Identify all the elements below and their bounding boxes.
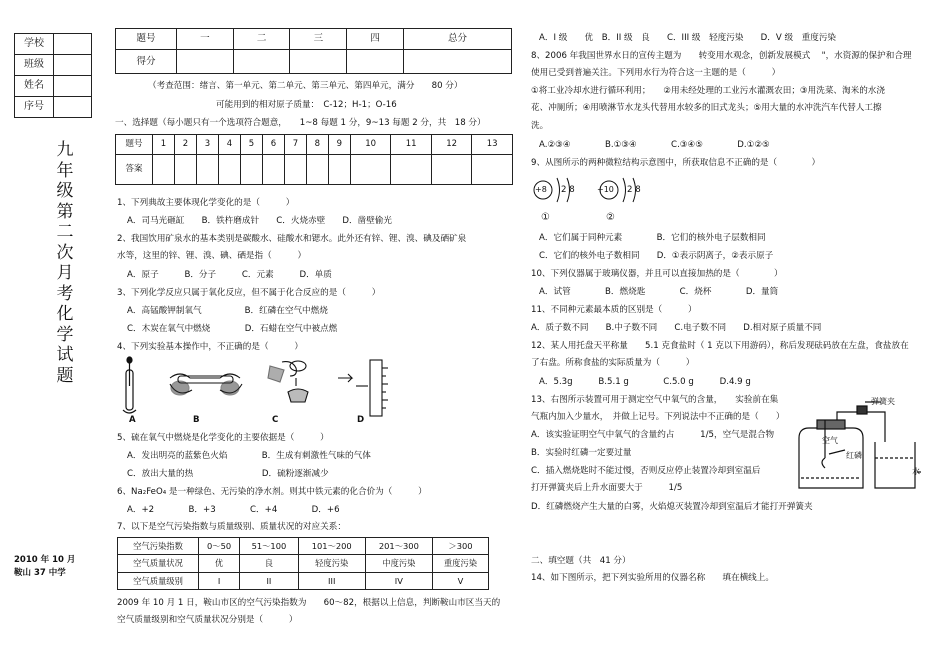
question-number: 12 (431, 135, 472, 155)
aq-cell: 101～200 (298, 538, 365, 555)
score-header: 总分 (403, 29, 511, 50)
answer-cell[interactable] (174, 155, 196, 185)
answer-cell[interactable] (196, 155, 218, 185)
question-number: 3 (196, 135, 218, 155)
aq-cell: I (199, 572, 240, 589)
info-label: 班级 (15, 55, 54, 76)
question-13: 13、右图所示装置可用于测定空气中氧气的含量， 实验前在集 (531, 395, 779, 405)
question-7-options: A．I 级 优 B．II 级 良 C．III 级 轻度污染 D．V 级 重度污染 (539, 33, 837, 43)
answer-table (115, 134, 513, 185)
phosphorus-label: 红磷 (846, 451, 862, 460)
score-header: 二 (233, 29, 290, 50)
water-label: 水 (912, 467, 920, 476)
answer-table-label: 题号 (116, 135, 153, 155)
question-number: 8 (306, 135, 328, 155)
oxygen-measurement-apparatus (795, 398, 925, 493)
footer-school: 鞍山 37 中学 (14, 568, 66, 578)
question-9-options-ab: A．它们属于同种元素 B．它们的核外电子层数相同 (539, 233, 766, 243)
score-header: 一 (177, 29, 234, 50)
spring-clip-icon (857, 406, 867, 414)
aq-cell: 0～50 (199, 538, 240, 555)
water-beaker-icon (875, 442, 915, 488)
q4-label-c: C (272, 415, 279, 425)
aq-cell: ＞300 (432, 538, 488, 555)
info-blank[interactable] (54, 97, 92, 118)
question-13-option-c: C．插入燃烧匙时不能过慢，否则反应停止装置冷却到室温后 (531, 466, 761, 476)
clip-label: 弹簧夹 (871, 397, 895, 406)
question-12-options: A．5.3g B.5.1 g C.5.0 g D.4.9 g (539, 377, 751, 387)
footer-date: 2010 年 10 月 (14, 555, 76, 565)
question-2-options: A．原子 B．分子 C．元素 D．单质 (127, 270, 332, 280)
air-quality-table (117, 537, 489, 590)
tube-heating-figure (170, 374, 242, 395)
answer-cell[interactable] (240, 155, 262, 185)
info-label: 序号 (15, 97, 54, 118)
question-12: 12、某人用托盘天平称量 5.1 克食盐时（ 1 克以下用游码），称后发现砝码放在左盘，食盐放在 (531, 341, 909, 351)
question-12-cont: 了右盘。所称食盐的实际质量为（ ） (531, 358, 695, 368)
score-cell[interactable] (290, 50, 347, 74)
info-blank[interactable] (54, 34, 92, 55)
score-cell[interactable] (233, 50, 290, 74)
question-3: 3、下列化学反应只属于氧化反应，但不属于化合反应的是（ ） (117, 288, 381, 298)
question-14: 14、如下图所示，把下列实验所用的仪器名称 填在横线上。 (531, 573, 774, 583)
answer-cell[interactable] (284, 155, 306, 185)
question-8-item-3: 洗。 (531, 121, 549, 131)
answer-cell[interactable] (306, 155, 328, 185)
nucleus-1-charge: +8 (535, 185, 547, 194)
info-label: 学校 (15, 34, 54, 55)
question-number: 6 (262, 135, 284, 155)
footer (14, 554, 75, 580)
aq-cell: 轻度污染 (298, 555, 365, 572)
answer-cell[interactable] (472, 155, 513, 185)
air-label: 空气 (822, 436, 838, 445)
question-9: 9、从图所示的两种微粒结构示意图中，所获取信息不正确的是（ ） (531, 158, 821, 168)
question-13-option-b: B．实验时红磷一定要过量 (531, 448, 632, 458)
question-9-options-cd: C．它们的核外电子数相同 D．①表示阴离子，②表示原子 (539, 251, 774, 261)
aq-cell: IV (365, 572, 432, 589)
question-8-item-2: 花、冲厕所；④用喷淋节水龙头代替用水较多的旧式龙头；⑤用大量的水冲洗汽车代替人工擦 (531, 103, 882, 113)
question-number: 13 (472, 135, 513, 155)
answer-cell[interactable] (153, 155, 175, 185)
aq-cell: 空气质量状况 (118, 555, 199, 572)
answer-cell[interactable] (218, 155, 240, 185)
question-7-cont: 空气质量级别和空气质量状况分别是（ ） (117, 615, 298, 625)
question-2: 2、我国饮用矿泉水的基本类别是碳酸水、硅酸水和锶水。此外还有锌、锂、溴、碘及硒矿泉 (117, 234, 467, 244)
question-5-options-cd: C．放出大量的热 D．硫粉逐渐减少 (127, 469, 329, 479)
info-blank[interactable] (54, 55, 92, 76)
q4-label-d: D (357, 415, 365, 425)
scope-text: （考查范围：绪言、第一单元、第二单元、第三单元、第四单元，满分 80 分） (148, 81, 463, 91)
graduated-cylinder-figure (338, 360, 388, 416)
question-13-cont: 气瓶内加入少量水， 并做上记号。下列说法中不正确的是（ ） (531, 412, 785, 422)
alcohol-lamp-figure (268, 361, 308, 402)
question-8: 8、2006 年我国世界水日的宣传主题为 转变用水观念，创新发展模式 "，水资源的保护和合理 (531, 51, 912, 61)
info-label: 姓名 (15, 76, 54, 97)
question-10: 10、下列仪器属于玻璃仪器，并且可以直接加热的是（ ） (531, 269, 783, 279)
score-header: 题号 (116, 29, 177, 50)
question-5: 5、硫在氧气中燃烧是化学变化的主要依据是（ ） (117, 433, 329, 443)
question-number: 7 (284, 135, 306, 155)
score-cell[interactable] (347, 50, 404, 74)
question-number: 1 (153, 135, 175, 155)
answer-cell[interactable] (262, 155, 284, 185)
question-13-option-c-cont: 打开弹簧夹后上升水面要大于 1/5 (531, 483, 683, 493)
question-3-options-ab: A．高锰酸钾制氧气 B．红磷在空气中燃烧 (127, 306, 328, 316)
question-7: 7、以下是空气污染指数与质量级别、质量状况的对应关系： (117, 522, 346, 532)
aq-cell: III (298, 572, 365, 589)
q4-label-b: B (193, 415, 200, 425)
answer-cell[interactable] (350, 155, 391, 185)
section-1-heading: 一、选择题（每小题只有一个选项符合题意， 1~8 每题 1 分，9~13 每题 2 分，共 18 分） (115, 118, 486, 128)
question-number: 2 (174, 135, 196, 155)
aq-cell: II (240, 572, 298, 589)
question-10-options: A．试管 B．燃烧匙 C．烧杯 D．量筒 (539, 287, 779, 297)
question-5-options-ab: A．发出明亮的蓝紫色火焰 B．生成有刺激性气味的气体 (127, 451, 371, 461)
answer-cell[interactable] (328, 155, 350, 185)
nucleus-2-charge: +10 (597, 185, 614, 194)
score-cell[interactable] (403, 50, 511, 74)
question-3-options-cd: C．木炭在氧气中燃烧 D．石蜡在空气中被点燃 (127, 324, 338, 334)
question-6-options: A．+2 B．+3 C．+4 D．+6 (127, 505, 340, 515)
aq-cell: 重度污染 (432, 555, 488, 572)
aq-cell: 优 (199, 555, 240, 572)
atom-1-label: ① (541, 212, 550, 223)
question-8-options: A.②③④ B.①③④ C.③④⑤ D.①②⑤ (539, 140, 770, 150)
question-13-option-a: A．该实验证明空气中氧气的含量约占 1/5，空气是混合物 (531, 430, 775, 440)
answer-cell[interactable] (391, 155, 432, 185)
test-tube-dropper-figure (123, 357, 136, 413)
aq-cell: 51～100 (240, 538, 298, 555)
aq-cell: 良 (240, 555, 298, 572)
question-6: 6、Na₂FeO₄ 是一种绿色、无污染的净水剂。则其中铁元素的化合价为（ ） (117, 487, 427, 497)
answer-cell[interactable] (431, 155, 472, 185)
atom-2-label: ② (606, 212, 615, 223)
aq-cell: 空气质量级别 (118, 572, 199, 589)
student-info-table (14, 33, 92, 118)
score-header: 三 (290, 29, 347, 50)
question-number: 4 (218, 135, 240, 155)
exam-title: 九 年 级 第 二 次 月 考 化 学 试 题 (56, 140, 74, 386)
question-number: 11 (391, 135, 432, 155)
answer-table-label: 答案 (116, 155, 153, 185)
question-4: 4、下列实验基本操作中，不正确的是（ ） (117, 342, 303, 352)
question-8-item-1: ①将工业冷却水进行循环利用； ②用未经处理的工业污水灌溉农田；③用洗菜、淘米的水浇 (531, 86, 885, 96)
question-7-text: 2009 年 10 月 1 日，鞍山市区的空气污染指数为 60～82，根据以上信息，判断鞍山市区当天的 (117, 598, 501, 608)
question-number: 10 (350, 135, 391, 155)
aq-cell: 201～300 (365, 538, 432, 555)
score-cell[interactable] (177, 50, 234, 74)
q4-label-a: A (129, 415, 136, 425)
electrons-2: 2 8 (627, 185, 641, 195)
question-13-option-d: D．红磷燃烧产生大量的白雾，火焰熄灭装置冷却到室温后才能打开弹簧夹 (531, 502, 813, 512)
question-1-options: A．司马光砸缸 B．铁杵磨成针 C．火烧赤壁 D．凿壁偷光 (127, 216, 393, 226)
question-2-cont: 水等，这里的锌、锂、溴、碘、硒是指（ ） (117, 251, 307, 261)
atomic-mass-text: 可能用到的相对原子质量： C-12；H-1；O-16 (216, 100, 397, 110)
score-row-label: 得分 (116, 50, 177, 74)
question-11: 11、不同种元素最本质的区别是（ ） (531, 305, 697, 315)
score-header: 四 (347, 29, 404, 50)
aq-cell: 中度污染 (365, 555, 432, 572)
aq-cell: 空气污染指数 (118, 538, 199, 555)
question-1: 1、下列典故主要体现化学变化的是（ ） (117, 198, 295, 208)
score-table (115, 28, 512, 74)
electrons-1: 2 8 (561, 185, 575, 195)
question-8-cont: 使用已受到普遍关注。下列用水行为符合这一主题的是（ ） (531, 68, 781, 78)
info-blank[interactable] (54, 76, 92, 97)
question-number: 5 (240, 135, 262, 155)
aq-cell: V (432, 572, 488, 589)
question-11-options: A．质子数不同 B.中子数不同 C.电子数不同 D.相对原子质量不同 (531, 323, 822, 333)
section-2-heading: 二、填空题（共 41 分） (531, 556, 631, 566)
question-4-figures (120, 356, 400, 424)
question-number: 9 (328, 135, 350, 155)
